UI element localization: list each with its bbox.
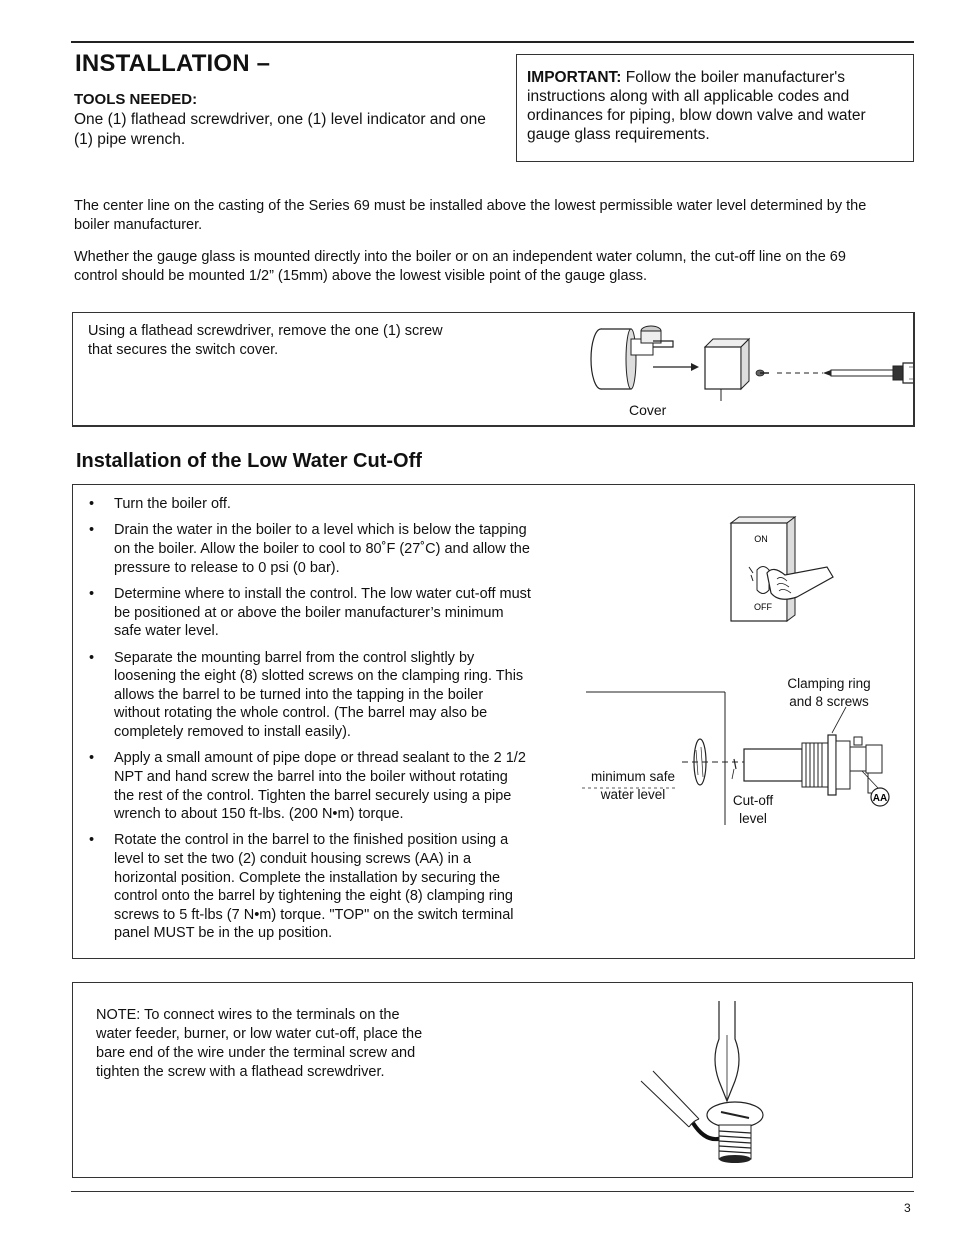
clamping-ring-label: Clamping ring and 8 screws <box>787 676 871 709</box>
tools-text: One (1) flathead screwdriver, one (1) level indicator and one (1) pipe wrench. <box>74 111 486 148</box>
note-box <box>72 982 913 1178</box>
cover-label: Cover <box>629 402 667 418</box>
important-label: IMPORTANT: <box>527 69 622 86</box>
aa-badge: AA <box>872 793 888 804</box>
bottom-rule <box>71 1191 914 1192</box>
important-notice <box>516 54 914 162</box>
list-item: • Drain the water in the boiler to a level which is below the tapping on the boiler. Allow the boiler to cool to 80˚F (27˚C) and allow the pressure to release to 0 psi (0 bar). <box>87 521 532 577</box>
tools-heading: TOOLS NEEDED: <box>74 91 198 108</box>
switch-cover-illustration <box>513 317 913 425</box>
list-item: • Rotate the control in the barrel to the finished position using a level to set the two (2) conduit housing screws (AA) in a horizontal position. Complete the installation by securing the control onto the barrel by tightening the eight (8) clamping ring screws to 5 ft-lbs (7 N•m) torque. "TOP" on the switch terminal panel MUST be in the up position. <box>87 831 532 943</box>
cover-removal-box <box>72 312 915 427</box>
intro-paragraph-1: The center line on the casting of the Series 69 must be installed above the lowest permissible water level determined by the boiler manufacturer. <box>74 198 867 233</box>
list-item: • Apply a small amount of pipe dope or thread sealant to the 2 1/2 NPT and hand screw the barrel into the boiler without rotating the rest of the control. Tighten the barrel securely using a pipe wrench to about 150 ft-lbs. (200 N•m) torque. <box>87 749 532 823</box>
screwdriver-icon <box>823 363 913 383</box>
switch-off-label: OFF <box>754 602 772 612</box>
list-item: • Separate the mounting barrel from the control slightly by loosening the eight (8) slotted screws on the clamping ring. This allows the barrel to be turned into the tapping in the boiler without rotating the whole control. (The barrel may also be completely removed to install easily). <box>87 649 532 742</box>
list-item: • Turn the boiler off. <box>87 495 532 514</box>
switch-on-label: ON <box>754 534 768 544</box>
page-number: 3 <box>904 1201 911 1215</box>
cutoff-level-label: Cut-off level <box>732 793 774 826</box>
terminal-screw-illustration <box>633 995 793 1175</box>
installation-steps <box>87 495 532 951</box>
low-water-steps-box <box>72 484 915 959</box>
intro-paragraph-2: Whether the gauge glass is mounted directly into the boiler or on an independent water column, the cut-off line on the 69 control should be mounted 1/2” (15mm) above the lowest visible point of the gauge glass. <box>74 249 846 284</box>
important-text: Follow the boiler manufacturer's instructions along with all applicable codes and ordinances for piping, blow down valve and water gauge glass requirements. <box>527 69 866 143</box>
power-switch-illustration <box>723 515 843 635</box>
min-water-level-label: minimum safe water level <box>590 769 676 802</box>
page-title: INSTALLATION – <box>75 50 271 77</box>
note-text: NOTE: To connect wires to the terminals on the water feeder, burner, or low water cut-off, place the bare end of the wire under the terminal screw and tighten the screw with a flathead screwdriver. <box>96 1007 423 1080</box>
top-rule <box>71 41 914 43</box>
cover-removal-text: Using a flathead screwdriver, remove the one (1) screw that secures the switch cover. <box>88 323 443 358</box>
section-heading-low-water: Installation of the Low Water Cut-Off <box>76 450 422 472</box>
list-item: • Determine where to install the control. The low water cut-off must be positioned at or above the boiler manufacturer’s minimum safe water level. <box>87 585 532 641</box>
